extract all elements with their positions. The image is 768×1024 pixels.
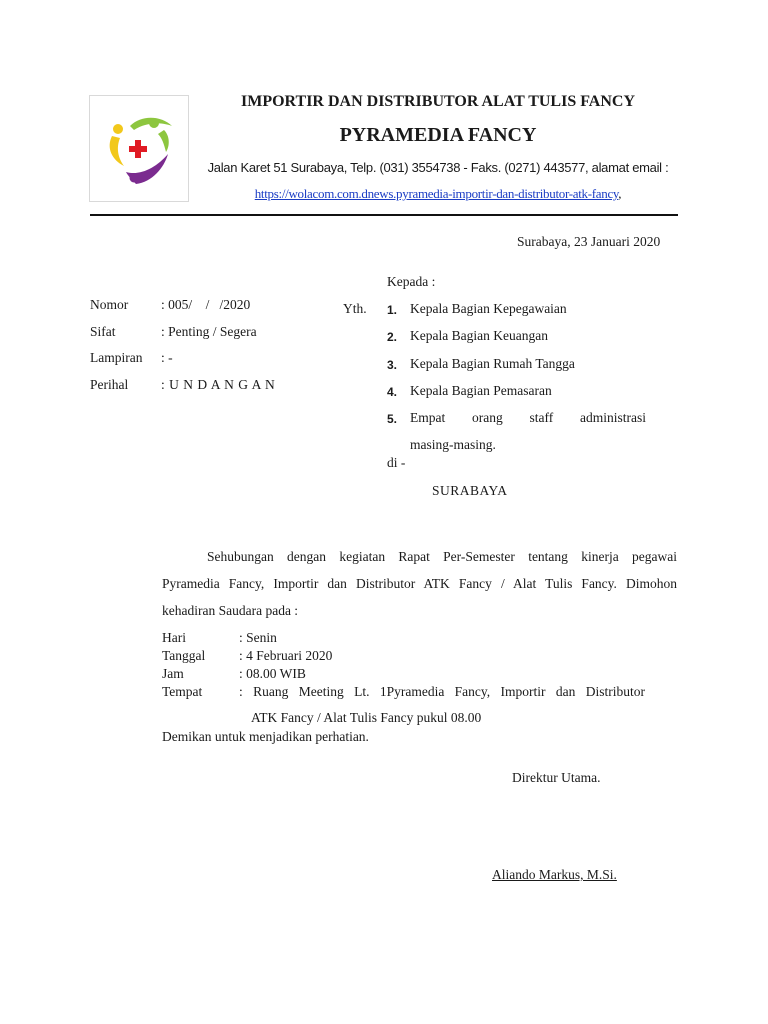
- company-url-link[interactable]: https://wolacom.com.dnews.pyramedia-importir-dan-distributor-atk-fancy: [254, 186, 619, 201]
- body-line-3: kehadiran Saudara pada :: [162, 603, 299, 618]
- body-line-1: Sehubungan dengan kegiatan Rapat Per-Semester tentang kinerja pegawai: [207, 549, 677, 564]
- pyramedia-logo-icon: [90, 96, 188, 201]
- url-suffix: ,: [618, 186, 622, 201]
- letter-date: Surabaya, 23 Januari 2020: [517, 234, 661, 249]
- closing-sentence: Demikan untuk menjadikan perhatian.: [162, 729, 369, 744]
- recipient-di: di -: [387, 455, 406, 470]
- recipient-num-4: 4.: [387, 385, 398, 399]
- detail-label-tempat: Tempat: [162, 684, 203, 699]
- recipient-item-2: Kepala Bagian Keuangan: [410, 328, 548, 343]
- recipient-num-1: 1.: [387, 303, 398, 317]
- detail-label-jam: Jam: [162, 666, 184, 681]
- meta-value-lampiran: : -: [161, 350, 173, 365]
- detail-value-tempat: : Ruang Meeting Lt. 1Pyramedia Fancy, Importir dan Distributor: [239, 684, 645, 699]
- detail-value-tanggal: : 4 Februari 2020: [239, 648, 333, 663]
- meta-label-lampiran: Lampiran: [90, 350, 143, 365]
- detail-tempat-cont: ATK Fancy / Alat Tulis Fancy pukul 08.00: [251, 710, 482, 725]
- recipient-num-5: 5.: [387, 412, 398, 426]
- meta-label-perihal: Perihal: [90, 377, 129, 392]
- header-divider: [90, 214, 678, 216]
- meta-label-nomor: Nomor: [90, 297, 129, 312]
- recipient-city: SURABAYA: [432, 483, 508, 498]
- company-type-title: IMPORTIR DAN DISTRIBUTOR ALAT TULIS FANCY: [240, 93, 636, 110]
- body-line-2: Pyramedia Fancy, Importir dan Distributor ATK Fancy / Alat Tulis Fancy. Dimohon: [162, 576, 677, 591]
- company-name-title: PYRAMEDIA FANCY: [339, 124, 537, 146]
- logo-frame: [89, 95, 189, 202]
- meta-label-sifat: Sifat: [90, 324, 116, 339]
- detail-value-jam: : 08.00 WIB: [239, 666, 306, 681]
- signature-position: Direktur Utama.: [512, 770, 601, 785]
- recipient-kepada: Kepada :: [387, 274, 436, 289]
- meta-value-nomor: : 005/ / /2020: [161, 297, 251, 312]
- signature-name: Aliando Markus, M.Si.: [492, 867, 617, 882]
- company-address: Jalan Karet 51 Surabaya, Telp. (031) 3554738 - Faks. (0271) 443577, alamat email :: [207, 160, 669, 175]
- recipient-yth: Yth.: [343, 301, 367, 316]
- detail-value-hari: : Senin: [239, 630, 277, 645]
- recipient-item-3: Kepala Bagian Rumah Tangga: [410, 356, 575, 371]
- company-url-line: [190, 186, 686, 202]
- meta-value-sifat: : Penting / Segera: [161, 324, 257, 339]
- recipient-num-2: 2.: [387, 330, 398, 344]
- recipient-item-4: Kepala Bagian Pemasaran: [410, 383, 552, 398]
- recipient-item-5: Empat orang staff administrasi: [410, 410, 646, 425]
- recipient-num-3: 3.: [387, 358, 398, 372]
- detail-label-hari: Hari: [162, 630, 186, 645]
- recipient-item-5-cont: masing-masing.: [410, 437, 496, 452]
- meta-value-perihal: : U N D A N G A N: [161, 377, 276, 392]
- detail-label-tanggal: Tanggal: [162, 648, 206, 663]
- recipient-item-1: Kepala Bagian Kepegawaian: [410, 301, 567, 316]
